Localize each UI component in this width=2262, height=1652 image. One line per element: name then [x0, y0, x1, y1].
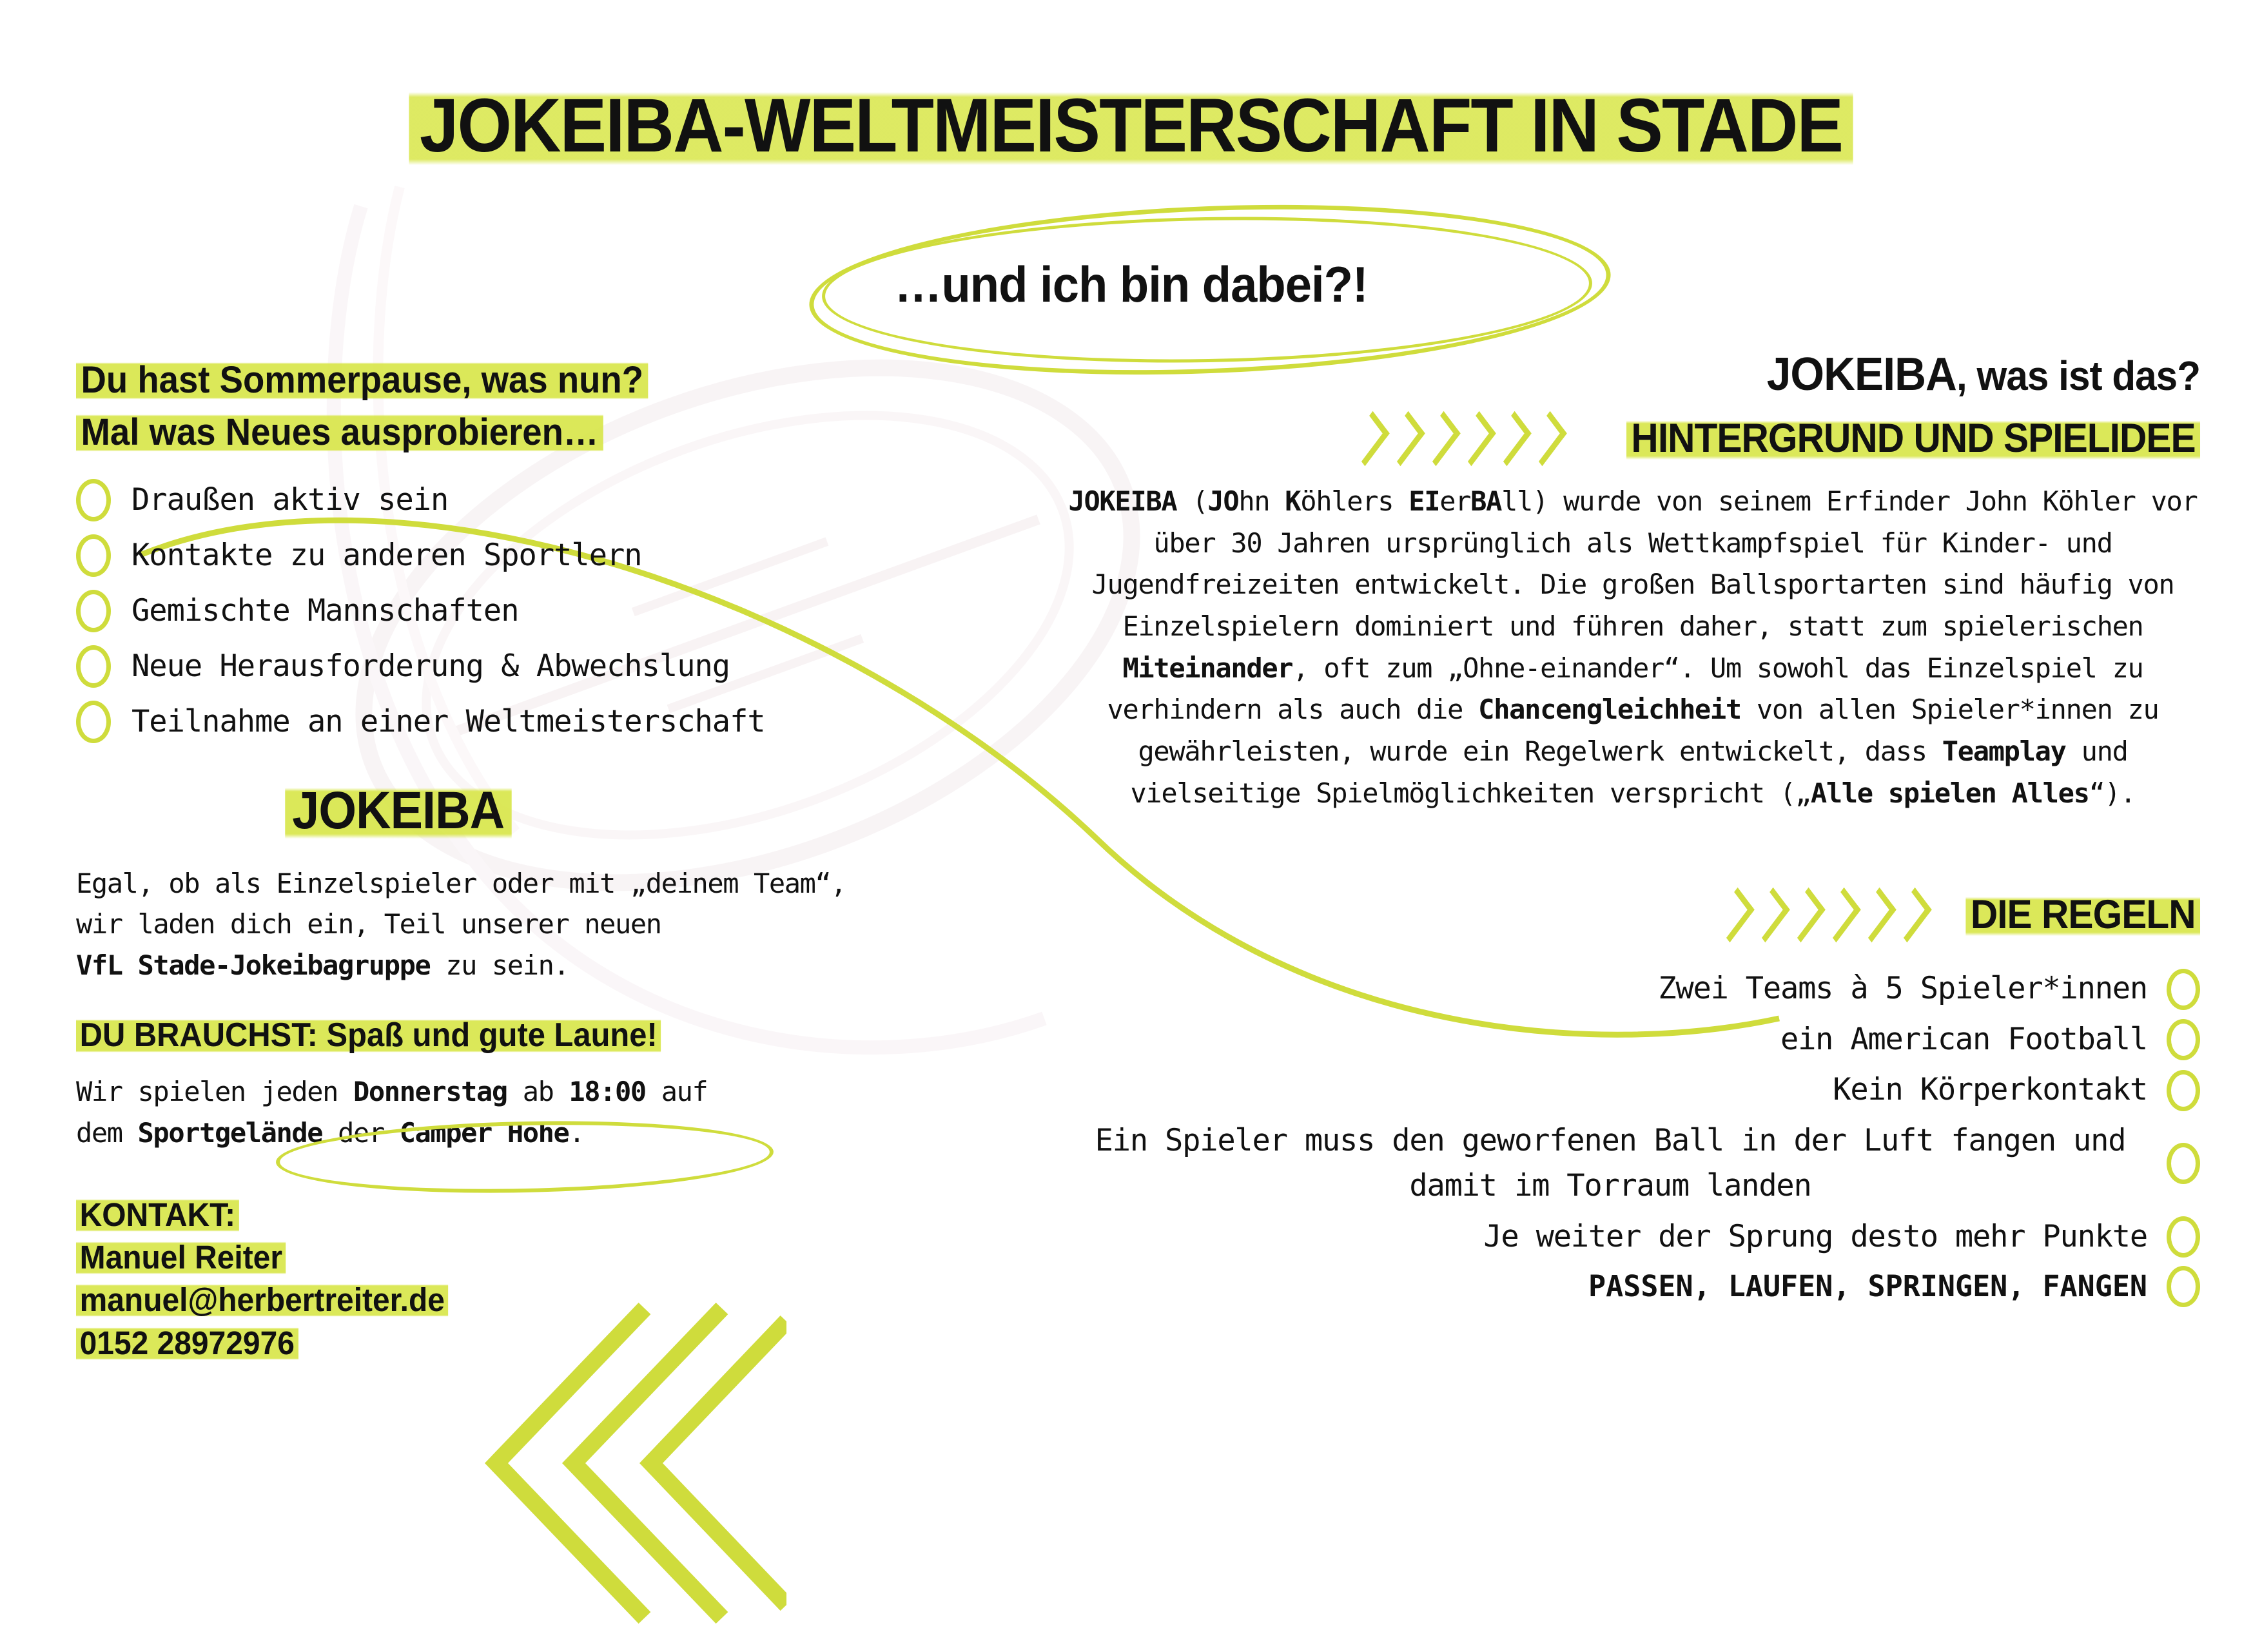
list-item [76, 590, 1082, 632]
bg-run-0: JOKEIBA [1068, 485, 1177, 517]
rule-label: Kein Körperkontakt [1833, 1072, 2147, 1108]
background-paragraph [1066, 481, 2200, 814]
contact-name-text: Manuel Reiter [76, 1239, 286, 1276]
list-item [1066, 1118, 2200, 1209]
bg-run-3: hn [1238, 485, 1285, 517]
list-item [76, 701, 1082, 743]
bg-run-10: Miteinander [1122, 652, 1293, 684]
contact-email-text[interactable]: manuel@herbertreiter.de [76, 1281, 449, 1318]
poster-subtitle [0, 245, 2262, 324]
rule-label: Ein Spieler muss den geworfenen Ball in der Luft fangen und damit im Torraum landen [1095, 1122, 2126, 1204]
bg-run-2: JO [1207, 485, 1239, 517]
ring-bullet-icon [2167, 1216, 2200, 1258]
chevron-right-icons [1720, 895, 1931, 935]
chevron-right-icons [1355, 418, 1566, 459]
invite-line-2: wir laden dich ein, Teil unserer neuen [76, 908, 661, 940]
section-title-rules: DIE REGELN [1965, 891, 2200, 938]
bg-run-14: Teamplay [1942, 735, 2066, 768]
jokeiba-heading-text: JOKEIBA [285, 781, 511, 841]
invite-group-name: VfL Stade-Jokeibagruppe [76, 949, 431, 982]
ring-bullet-icon [76, 645, 111, 688]
bg-run-6: EI [1409, 485, 1440, 517]
schedule-place-2: Camper Höhe [399, 1116, 569, 1149]
contact-phone-text[interactable]: 0152 28972976 [76, 1325, 298, 1361]
ring-bullet-icon [2167, 1266, 2200, 1307]
schedule-period: . [569, 1116, 585, 1149]
invite-line-3-end: zu sein. [430, 949, 569, 982]
schedule-prefix: Wir spielen jeden [76, 1075, 353, 1107]
invite-line-1a: Egal, ob als Einzelspieler oder mit [76, 867, 630, 899]
contact-block [76, 1194, 1082, 1365]
ring-bullet-icon [2167, 1019, 2200, 1060]
invitation-paragraph [76, 863, 1082, 986]
bg-run-7: er [1439, 485, 1471, 517]
bg-run-12: Chancengleichheit [1478, 694, 1741, 726]
schedule-place-1: Sportgelände [137, 1116, 323, 1149]
right-column [1066, 348, 2200, 1319]
section-header-rules [1066, 891, 2200, 938]
invite-line-1b: „deinem Team“, [630, 867, 846, 899]
list-item [1066, 1017, 2200, 1063]
bg-run-4: K [1285, 485, 1301, 517]
requirements-line [76, 1016, 661, 1054]
list-item [1066, 1214, 2200, 1260]
rule-label: Zwei Teams à 5 Spieler*innen [1658, 971, 2147, 1007]
list-item [76, 479, 1082, 521]
ring-bullet-icon [76, 701, 111, 743]
bg-run-15: und vielseitige Spielmöglichkeiten verspricht („ [1130, 735, 2128, 809]
schedule-time: 18:00 [569, 1075, 646, 1107]
lead-line-2: Mal was Neues ausprobieren… [76, 411, 603, 453]
ring-bullet-icon [76, 534, 111, 577]
rules-list [1066, 966, 2200, 1308]
list-item [76, 534, 1082, 577]
bg-run-8: BA [1470, 485, 1502, 517]
ring-bullet-icon [2167, 1070, 2200, 1111]
list-item [1066, 1265, 2200, 1308]
rule-label: PASSEN, LAUFEN, SPRINGEN, FANGEN [1588, 1269, 2147, 1304]
benefit-label: Kontakte zu anderen Sportlern [132, 538, 642, 573]
jokeiba-heading [76, 781, 721, 841]
contact-email[interactable] [76, 1279, 1021, 1321]
ring-bullet-icon [2167, 1143, 2200, 1184]
benefit-label: Neue Herausforderung & Abwechslung [132, 648, 730, 684]
left-column [76, 358, 1082, 1365]
jokeiba-question-rest: , was ist das? [1956, 353, 2200, 399]
subheadline-text: …und ich bin dabei?! [894, 256, 1368, 313]
list-item [1066, 1067, 2200, 1113]
bg-run-11: , oft zum „Ohne-einander“. Um sowohl das Einzelspiel zu verhindern als auch die [1107, 652, 2143, 726]
schedule-mid: ab [507, 1075, 569, 1107]
contact-heading [76, 1194, 1021, 1236]
bg-run-16: Alle spielen Alles [1810, 777, 2089, 809]
benefit-label: Gemischte Mannschaften [132, 593, 519, 628]
rule-label: Je weiter der Sprung desto mehr Punkte [1483, 1218, 2147, 1254]
bg-run-17: “). [2089, 777, 2136, 809]
contact-phone[interactable] [76, 1322, 1021, 1365]
du-brauchst-value: Spaß und gute Laune! [326, 1016, 658, 1054]
contact-heading-text: KONTAKT: [76, 1196, 239, 1233]
jokeiba-question-strong: JOKEIBA [1766, 349, 1956, 400]
schedule-day: Donnerstag [353, 1075, 507, 1107]
rule-label: ein American Football [1780, 1021, 2147, 1057]
benefit-label: Teilnahme an einer Weltmeisterschaft [132, 704, 765, 739]
schedule-suffix: auf [645, 1075, 708, 1107]
poster-title [0, 84, 2262, 168]
schedule-line2-prefix: dem [76, 1116, 138, 1149]
jokeiba-question [1134, 348, 2200, 401]
benefit-label: Draußen aktiv sein [132, 482, 449, 518]
bg-run-9: ll) wurde von seinem Erfinder John Köhler vor über 30 Jahren ursprünglich als Wettkampfspiel für Kinder- und Jugendfreizeiten entwickelt. Die großen Ballsportarten sind häufig von Einzelspielern dominiert und führen daher, statt zum spielerischen [1091, 485, 2198, 643]
bg-run-13: von allen Spieler*innen zu gewährleisten, wurde ein Regelwerk entwickelt, dass [1138, 694, 2159, 768]
section-title-background: HINTERGRUND UND SPIELIDEE [1626, 415, 2200, 462]
lead-line-1: Du hast Sommerpause, was nun? [76, 359, 648, 401]
lead-block [76, 358, 1021, 456]
list-item [76, 645, 1082, 688]
ring-bullet-icon [76, 590, 111, 632]
contact-name [76, 1236, 1021, 1279]
headline-text: JOKEIBA-WELTMEISTERSCHAFT IN STADE [409, 84, 1853, 168]
benefits-list [76, 479, 1082, 743]
list-item [1066, 966, 2200, 1012]
du-brauchst-label: DU BRAUCHST: [79, 1016, 318, 1054]
bg-run-5: öhlers [1300, 485, 1409, 517]
bg-run-1: ( [1176, 485, 1208, 517]
schedule-line2-mid: der [322, 1116, 400, 1149]
section-header-background [1066, 415, 2200, 462]
ring-bullet-icon [2167, 969, 2200, 1010]
ring-bullet-icon [76, 479, 111, 521]
